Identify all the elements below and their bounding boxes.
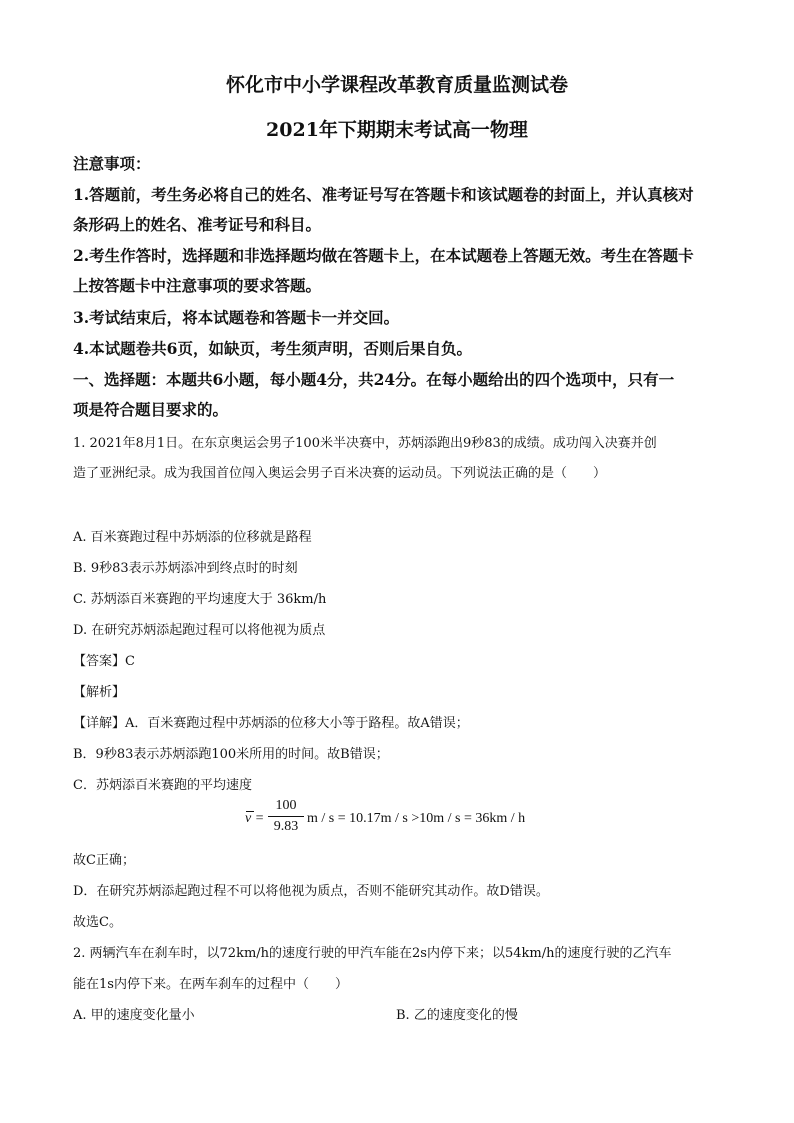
notice-item-2-line-1: 2.考生作答时，选择题和非选择题均做在答题卡上，在本试题卷上答题无效。考生在答题卡 [73,246,694,265]
notice-item-1-line-1: 1.答题前，考生务必将自己的姓名、准考证号写在答题卡和该试题卷的封面上，并认真核对 [73,185,694,204]
exam-subtitle: 2021年下期期末考试高一物理 [266,119,528,141]
q2-stem-line-2: 能在1s内停下来。在两车刹车的过程中（ ） [73,977,348,992]
formula-denominator: 9.83 [273,819,299,834]
q1-detail-c-result: 故C正确； [73,853,135,868]
q1-option-c: C. 苏炳添百米赛跑的平均速度大于 36km/h [73,592,327,607]
q1-option-d: D. 在研究苏炳添起跑过程可以将他视为质点 [73,623,326,638]
fraction-bar [268,816,304,817]
notice-item-1-line-2: 条形码上的姓名、准考证号和科目。 [73,215,322,234]
section-1-heading-line-2: 项是符合题目要求的。 [73,400,229,419]
q1-detail-b: B．9秒83表示苏炳添跑100米所用的时间。故B错误； [73,747,389,762]
notice-item-3: 3.考试结束后，将本试题卷和答题卡一并交回。 [73,308,400,327]
q1-analysis-label: 【解析】 [73,685,126,700]
formula-fraction [268,798,304,835]
notice-item-4: 4.本试题卷共6页，如缺页，考生须声明，否则后果自负。 [73,339,472,358]
formula-numerator: 100 [275,798,297,813]
q1-option-a: A. 百米赛跑过程中苏炳添的位移就是路程 [73,530,312,545]
q2-stem-line-1: 2. 两辆汽车在刹车时，以72km/h的速度行驶的甲汽车能在2s内停下来；以54km/h的速度行驶的乙汽车 [73,946,672,961]
q2-option-b: B. 乙的速度变化的慢 [396,1008,518,1023]
q1-conclusion: 故选C。 [73,915,122,930]
q1-answer: 【答案】C [73,654,135,669]
notice-item-2-line-2: 上按答题卡中注意事项的要求答题。 [73,276,322,295]
formula-rhs: m / s = 10.17m / s >10m / s = 36km / h [307,811,526,826]
q1-detail-d: D．在研究苏炳添起跑过程不可以将他视为质点，否则不能研究其动作。故D错误。 [73,884,549,899]
exam-title: 怀化市中小学课程改革教育质量监测试卷 [225,74,568,96]
section-1-heading-line-1: 一、选择题：本题共6小题，每小题4分，共24分。在每小题给出的四个选项中，只有一 [73,370,675,389]
q1-option-b: B. 9秒83表示苏炳添冲到终点时的时刻 [73,561,298,576]
q1-detail-a: 【详解】A．百米赛跑过程中苏炳添的位移大小等于路程。故A错误； [73,716,469,731]
q1-stem-line-2: 造了亚洲纪录。成为我国首位闯入奥运会男子百米决赛的运动员。下列说法正确的是（ ） [73,466,607,481]
formula-lhs: v = [245,811,265,826]
q1-stem-line-1: 1. 2021年8月1日。在东京奥运会男子100米半决赛中，苏炳添跑出9秒83的成绩。成功闯入决赛并创 [73,436,657,451]
notice-heading: 注意事项： [73,154,151,173]
q1-detail-c: C．苏炳添百米赛跑的平均速度 [73,778,252,793]
q2-option-a: A. 甲的速度变化量小 [73,1008,195,1023]
